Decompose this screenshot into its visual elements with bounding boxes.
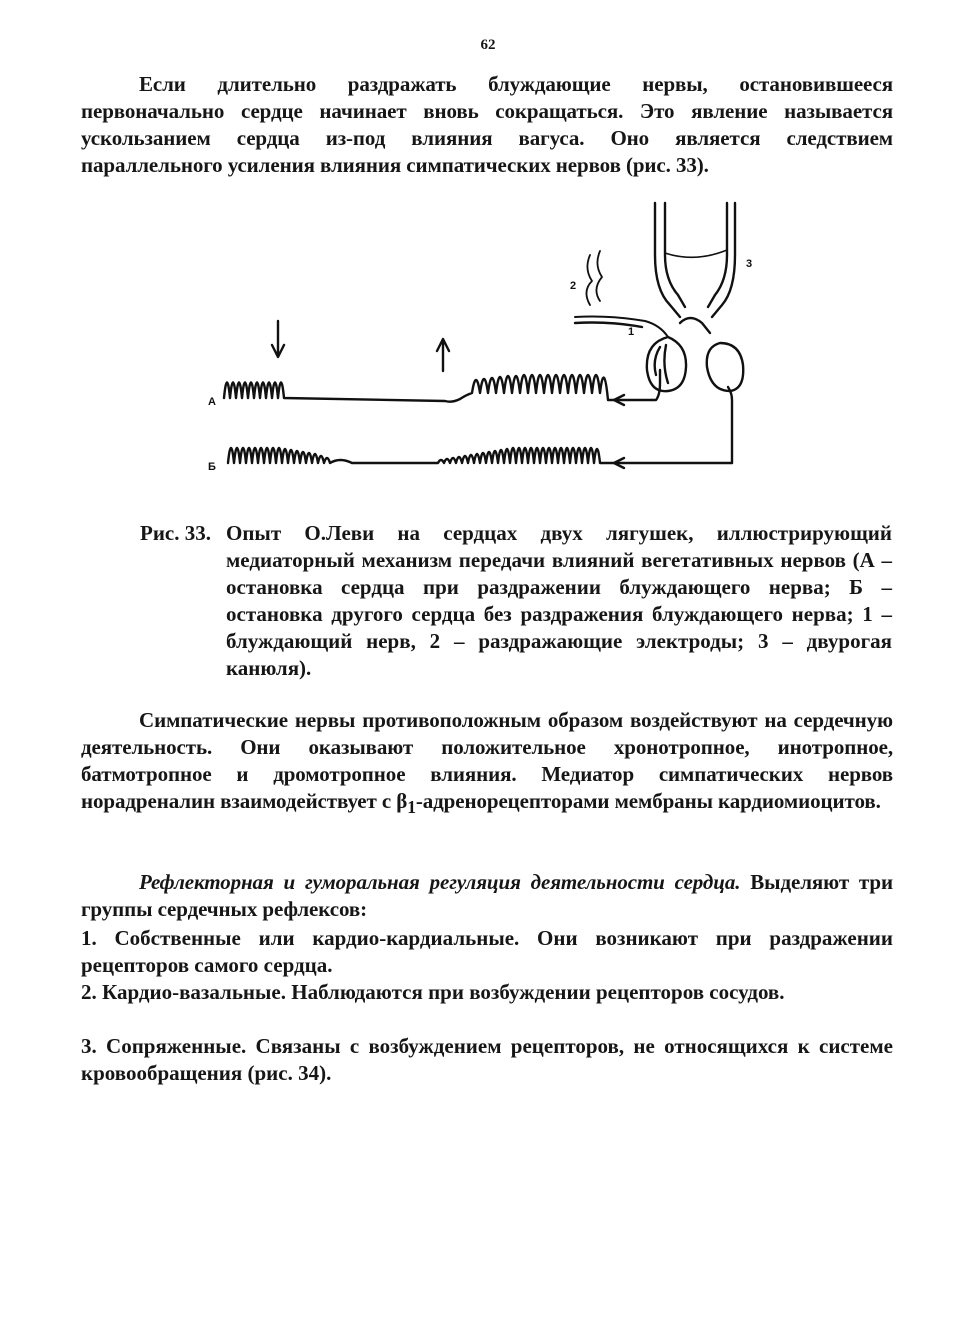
figure-label-3: 3 [746, 258, 753, 270]
heart-1 [647, 337, 686, 391]
paragraph-sympathetic-text: Симпатические нервы противоположным образом воздействуют на сердечную деятельность. Они оказывают положительное хронотропное, инотропное, батмотропное и дромотропное влияния. Медиатор симпатических нервов норадреналин взаимодействует с β [81, 708, 893, 813]
figure-label-b: Б [208, 461, 216, 473]
cannula [655, 203, 735, 317]
figure-loewi-experiment [190, 195, 770, 495]
trace-b [228, 448, 732, 463]
figure-caption-label: Рис. 33. [140, 521, 211, 545]
list-item-text: 2. Кардио-вазальные. Наблюдаются при возбуждении рецепторов сосудов. [81, 980, 785, 1004]
section-heading-inline: Рефлекторная и гуморальная регуляция деятельности сердца. [139, 870, 741, 894]
figure-caption-text: Опыт О.Леви на сердцах двух лягушек, иллюстрирующий медиаторный механизм передачи влияний вегетативных нервов (А – остановка сердца при раздражении блуждающего нерва; Б – остановка другого сердца без раздражения блуждающего нерва; 1 – блуждающий нерв, 2 – раздражающие электроды; 3 – двурогая канюля). [226, 521, 892, 680]
paragraph-sympathetic-text-end: -адренорецепторами мембраны кардиомиоцитов. [415, 789, 881, 813]
cannula-fluid [665, 250, 727, 257]
list-item-text: 1. Собственные или кардио-кардиальные. Они возникают при раздражении рецепторов самого сердца. [81, 926, 893, 977]
list-item-text: 3. Сопряженные. Связаны с возбуждением рецепторов, не относящихся к системе кровообращения (рис. 34). [81, 1034, 893, 1085]
flow-line-b [728, 387, 732, 463]
beta-subscript: 1 [407, 797, 416, 818]
list-item [81, 979, 893, 1006]
arrow-up [437, 339, 449, 371]
trace-a [224, 375, 652, 402]
paragraph-sympathetic [81, 707, 893, 821]
list-item [81, 1033, 893, 1087]
heart-2 [707, 343, 743, 391]
paragraph-reflex-regulation [81, 869, 893, 923]
figure-label-a: А [208, 396, 216, 408]
list-item [81, 925, 893, 979]
paragraph-vagal-escape-text: Если длительно раздражать блуждающие нервы, остановившееся первоначально сердце начинает вновь сокращаться. Это явление называется ускользанием сердца из-под влияния вагуса. Оно является следствием параллельного усиления влияния симпатических нервов (рис. 33). [81, 72, 893, 177]
figure-label-1: 1 [628, 326, 635, 338]
arrow-down [272, 321, 284, 357]
electrodes [586, 251, 602, 305]
figure-caption [140, 520, 892, 682]
heart-bridge [680, 318, 710, 333]
paragraph-reflex-regulation-text: Выделяют три группы сердечных рефлексов: [81, 870, 893, 921]
page-number: 62 [480, 37, 496, 53]
paragraph-vagal-escape [81, 71, 893, 179]
vagus-nerve [575, 317, 668, 338]
figure-drawing [190, 195, 770, 495]
figure-label-2: 2 [570, 280, 577, 292]
